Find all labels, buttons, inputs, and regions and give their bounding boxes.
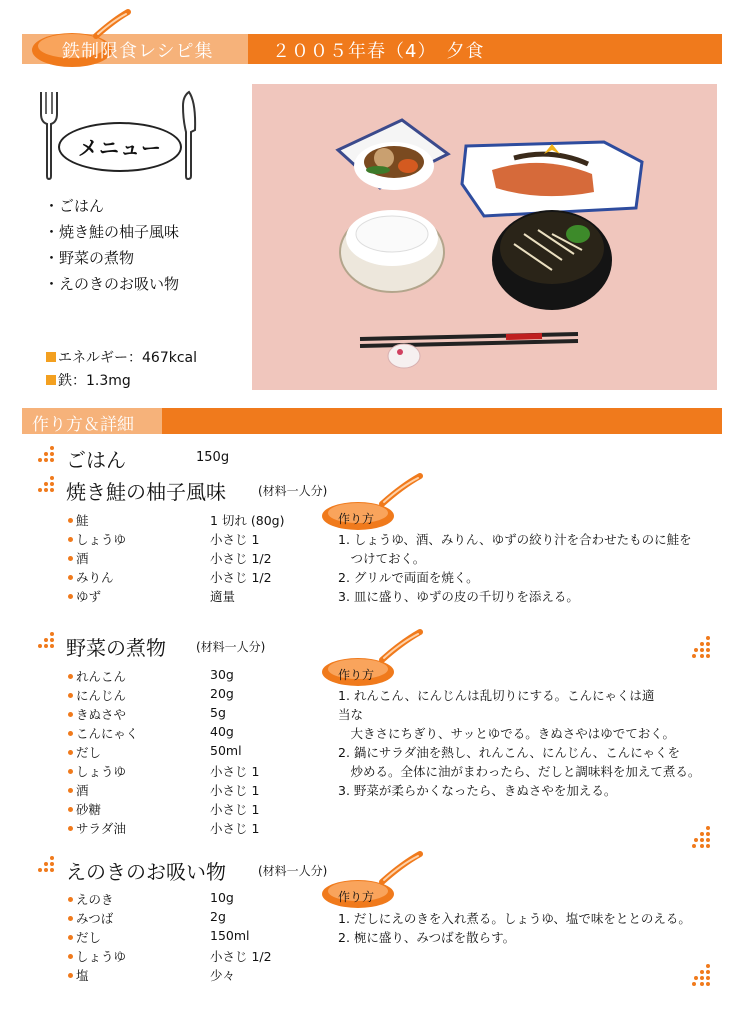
ingredient-amount: 50ml [210, 743, 242, 758]
ingredient-name: ゆず [68, 587, 101, 605]
method-step: 1. だしにえのきを入れ煮る。しょうゆ、塩で味をととのえる。 [338, 911, 691, 926]
method-step: 2. 鍋にサラダ油を熱し、れんこん、にんじん、こんにゃくを [338, 745, 681, 760]
dot-grid-icon [38, 446, 58, 466]
series-title: 鉄制限食レシピ集 [62, 41, 214, 62]
method-step: 当な [338, 707, 364, 722]
ingredient-name: 鮭 [68, 511, 89, 529]
ingredient-name: みつば [68, 909, 113, 927]
info-square-icon [46, 375, 56, 385]
ingredient-name: こんにゃく [68, 724, 138, 742]
knife-icon [180, 90, 198, 184]
method-step: 大きさにちぎり、サッとゆでる。きぬさやはゆでておく。 [338, 726, 676, 741]
method-step: 2. 椀に盛り、みつばを散らす。 [338, 930, 516, 945]
menu-label: メニュー [78, 136, 162, 160]
ingredient-name: えのき [68, 890, 114, 908]
ingredient-name: 砂糖 [68, 800, 101, 818]
serving-note: (材料一人分) [258, 484, 328, 498]
ingredient-amount: 小さじ 1 [210, 532, 260, 547]
iron-text: 鉄：1.3mg [58, 373, 131, 389]
recipe-title-soup: えのきのお吸い物 [66, 860, 226, 884]
ingredient-name: 酒 [68, 549, 89, 567]
ingredient-amount: 適量 [210, 589, 236, 604]
page-title: ２００５年春（4） 夕食 [272, 41, 485, 62]
ingredient-amount: 5g [210, 705, 226, 720]
ingredient-amount: 小さじ 1 [210, 764, 260, 779]
ingredient-amount: 小さじ 1 [210, 821, 260, 836]
ingredient-name: サラダ油 [68, 819, 126, 837]
method-label: 作り方 [338, 890, 375, 904]
method-step: 1. しょうゆ、酒、みりん、ゆずの絞り汁を合わせたものに鮭を [338, 532, 692, 547]
section-title: 作り方＆詳細 [32, 415, 134, 435]
ingredient-name: だし [68, 743, 101, 761]
gohan-amount: 150g [196, 450, 230, 465]
ingredient-name: しょうゆ [68, 947, 126, 965]
method-label: 作り方 [338, 512, 375, 526]
dot-grid-icon [692, 826, 712, 848]
serving-note: (材料一人分) [196, 640, 266, 654]
ingredient-name: 酒 [68, 781, 89, 799]
ingredient-amount: 小さじ 1/2 [210, 551, 272, 566]
serving-note: (材料一人分) [258, 864, 328, 878]
ingredient-amount: 小さじ 1 [210, 802, 260, 817]
menu-item: ・焼き鮭の柚子風味 [44, 223, 180, 241]
ingredient-name: しょうゆ [68, 530, 126, 548]
method-label: 作り方 [338, 668, 375, 682]
method-step: つけておく。 [338, 551, 426, 566]
method-step: 炒める。全体に油がまわったら、だしと調味料を加えて煮る。 [338, 764, 701, 779]
ingredient-amount: 30g [210, 667, 234, 682]
menu-item: ・ごはん [44, 197, 105, 215]
ingredient-amount: 1 切れ (80g) [210, 513, 285, 528]
info-square-icon [46, 352, 56, 362]
dot-grid-icon [692, 964, 712, 986]
ingredient-amount: 小さじ 1/2 [210, 949, 272, 964]
recipe-title-nimono: 野菜の煮物 [66, 636, 166, 660]
ingredient-name: しょうゆ [68, 762, 126, 780]
menu-item: ・野菜の煮物 [44, 249, 135, 267]
ingredient-amount: 少々 [210, 968, 236, 983]
method-step: 3. 皿に盛り、ゆずの皮の千切りを添える。 [338, 589, 579, 604]
iron-info [46, 370, 131, 390]
menu-item: ・えのきのお吸い物 [44, 275, 180, 293]
ingredient-amount: 2g [210, 909, 226, 924]
ingredient-name: きぬさや [68, 705, 126, 723]
ingredient-amount: 小さじ 1/2 [210, 570, 272, 585]
method-step: 3. 野菜が柔らかくなったら、きぬさやを加える。 [338, 783, 617, 798]
energy-info [46, 347, 197, 367]
recipe-title-gohan: ごはん [66, 448, 126, 472]
energy-text: エネルギー：467kcal [58, 350, 197, 366]
ingredient-amount: 150ml [210, 928, 250, 943]
ingredient-name: にんじん [68, 686, 126, 704]
fork-icon [38, 90, 60, 184]
dot-grid-icon [692, 636, 712, 658]
ingredient-amount: 40g [210, 724, 234, 739]
ingredient-name: れんこん [68, 667, 126, 685]
ingredient-amount: 小さじ 1 [210, 783, 260, 798]
ingredient-name: 塩 [68, 966, 89, 984]
method-step: 1. れんこん、にんじんは乱切りにする。こんにゃくは適 [338, 688, 655, 703]
ingredient-amount: 20g [210, 686, 234, 701]
dot-grid-icon [38, 856, 58, 876]
ingredient-amount: 10g [210, 890, 234, 905]
ingredient-name: だし [68, 928, 101, 946]
dot-grid-icon [38, 632, 58, 652]
method-step: 2. グリルで両面を焼く。 [338, 570, 479, 585]
ingredient-name: みりん [68, 568, 114, 586]
dot-grid-icon [38, 476, 58, 496]
meal-photo [252, 84, 717, 390]
recipe-title-salmon: 焼き鮭の柚子風味 [66, 480, 226, 504]
